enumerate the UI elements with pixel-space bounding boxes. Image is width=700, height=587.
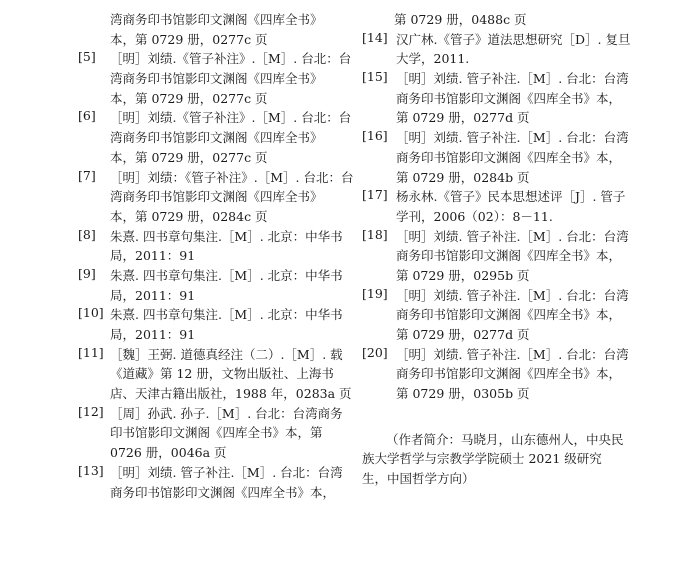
reference-entry: [362, 69, 629, 128]
reference-text: [110, 168, 353, 227]
reference-line: 本，第 0729 册，0277c 页: [110, 31, 268, 47]
reference-text: [396, 128, 629, 187]
reference-line: 商务印书馆影印文渊阁《四库全书》本，: [396, 307, 622, 323]
reference-line: 店、天津古籍出版社，1988 年，0283a 页: [110, 386, 352, 402]
reference-line: ［明］刘绩. 管子补注.［M］. 台北：台湾: [396, 71, 629, 87]
reference-text: [110, 227, 343, 266]
reference-number: [15]: [362, 69, 388, 85]
reference-line: 商务印书馆影印文渊阁《四库全书》本，: [396, 248, 622, 264]
reference-entry: [362, 10, 624, 30]
reference-number: [17]: [362, 187, 388, 203]
reference-text: [396, 187, 625, 226]
reference-text: [110, 404, 343, 463]
reference-number: [19]: [362, 285, 388, 301]
reference-line: 商务印书馆影印文渊阁《四库全书》本，: [396, 149, 622, 165]
reference-line: 第 0729 册，0277d 页: [396, 110, 530, 126]
reference-number: [9]: [78, 265, 96, 281]
reference-number: [5]: [78, 49, 96, 65]
reference-number: [20]: [362, 344, 388, 360]
reference-line: 汉广林.《管子》道法思想研究［D］. 复旦: [396, 31, 631, 47]
reference-text: [396, 69, 629, 128]
reference-entry: [78, 10, 340, 49]
reference-entry: [78, 167, 354, 227]
reference-number: [12]: [78, 403, 104, 419]
reference-text: [396, 227, 629, 286]
reference-line: 朱熹. 四书章句集注.［M］. 北京：中华书: [110, 267, 343, 283]
reference-line: 商务印书馆影印文渊阁《四库全书》本，: [396, 366, 622, 382]
author-note-line: （作者简介：马晓月，山东德州人，中央民: [386, 431, 624, 447]
reference-text: [362, 10, 624, 30]
reference-entry: [362, 344, 629, 404]
references-right-column: [362, 10, 631, 489]
reference-entry: [78, 344, 352, 404]
reference-entry: [78, 403, 343, 463]
reference-entry: [78, 226, 343, 266]
reference-line: 第 0729 册，0284b 页: [396, 169, 530, 185]
reference-line: 湾商务印书馆影印文渊阁《四库全书》: [110, 71, 323, 87]
reference-line: ［明］刘绩：《管子补注》.［M］. 台北：台: [110, 169, 354, 185]
reference-entry: [78, 462, 343, 502]
reference-entry: [78, 305, 343, 344]
reference-entry: [362, 128, 629, 187]
reference-number: [6]: [78, 108, 96, 124]
reference-line: 杨永林.《管子》民本思想述评［J］. 管子: [396, 189, 626, 205]
references-left-column: [78, 10, 354, 502]
reference-line: 本，第 0729 册，0277c 页: [110, 90, 268, 106]
reference-line: 朱熹. 四书章句集注.［M］. 北京：中华书: [110, 307, 343, 323]
reference-number: [14]: [362, 29, 388, 45]
reference-number: [10]: [78, 305, 104, 321]
reference-line: 局，2011：91: [110, 248, 196, 264]
reference-entry: [362, 29, 631, 69]
reference-text: [396, 345, 629, 404]
reference-line: 湾商务印书馆影印文渊阁《四库全书》: [110, 12, 323, 27]
reference-line: 第 0729 册，0488c 页: [394, 12, 527, 27]
reference-entry: [362, 285, 629, 345]
reference-text: [396, 30, 630, 69]
reference-line: 商务印书馆影印文渊阁《四库全书》本，: [110, 484, 336, 500]
reference-line: 大学，2011.: [396, 51, 470, 67]
reference-number: [8]: [78, 226, 96, 242]
reference-line: 局，2011：91: [110, 287, 196, 303]
author-note-line: 生，中国哲学方向）: [362, 471, 475, 487]
reference-line: ［明］刘绩. 管子补注.［M］. 台北：台湾: [396, 287, 629, 303]
reference-line: 《道藏》第 12 册，文物出版社、上海书: [110, 366, 334, 382]
reference-line: 本，第 0729 册，0277c 页: [110, 149, 268, 165]
author-note-line: 族大学哲学与宗教学学院硕士 2021 级研究: [362, 451, 602, 467]
reference-entry: [362, 187, 624, 226]
reference-line: ［明］刘绩. 管子补注.［M］. 台北：台湾: [396, 130, 629, 146]
reference-entry: [78, 108, 352, 167]
reference-line: 局，2011：91: [110, 327, 196, 342]
reference-line: ［明］刘绩. 管子补注.［M］. 台北：台湾: [396, 346, 629, 362]
reference-entry: [78, 49, 352, 108]
reference-number: [18]: [362, 226, 388, 242]
reference-number: [16]: [362, 128, 388, 144]
reference-line: 商务印书馆影印文渊阁《四库全书》本，: [396, 90, 622, 106]
reference-text: [78, 10, 340, 49]
reference-line: 朱熹. 四书章句集注.［M］. 北京：中华书: [110, 228, 343, 244]
reference-text: [110, 305, 343, 344]
reference-line: ［明］刘绩.《管子补注》.［M］. 台北：台: [110, 110, 352, 126]
reference-line: 印书馆影印文渊阁《四库全书》本，第: [110, 425, 323, 441]
reference-line: 湾商务印书馆影印文渊阁《四库全书》: [110, 130, 323, 146]
reference-entry: [362, 226, 629, 286]
reference-number: [11]: [78, 344, 104, 360]
reference-text: [110, 49, 351, 108]
reference-line: ［魏］王弼. 道德真经注（二）.［M］. 载: [110, 346, 343, 362]
reference-text: [110, 108, 351, 167]
reference-line: ［明］刘绩.《管子补注》.［M］. 台北：台: [110, 51, 352, 67]
reference-line: ［明］刘绩. 管子补注.［M］. 台北：台湾: [396, 228, 629, 244]
reference-text: [110, 345, 352, 404]
reference-number: [7]: [78, 167, 96, 183]
reference-text: [110, 463, 343, 502]
reference-line: 湾商务印书馆影印文渊阁《四库全书》: [110, 189, 323, 205]
reference-text: [396, 286, 629, 345]
reference-line: 第 0729 册，0277d 页: [396, 327, 530, 342]
reference-entry: [78, 265, 343, 305]
reference-line: 0726 册，0046a 页: [110, 445, 227, 461]
author-bio-note: [362, 430, 624, 489]
reference-line: ［周］孙武. 孙子.［M］. 台北：台湾商务: [110, 405, 343, 421]
reference-text: [110, 266, 343, 305]
reference-number: [13]: [78, 462, 104, 478]
reference-line: 第 0729 册，0305b 页: [396, 386, 530, 402]
reference-line: ［明］刘绩. 管子补注.［M］. 台北：台湾: [110, 464, 343, 480]
reference-line: 第 0729 册，0295b 页: [396, 267, 530, 283]
reference-line: 本，第 0729 册，0284c 页: [110, 208, 268, 224]
reference-line: 学刊，2006（02）：8－11.: [396, 208, 553, 224]
